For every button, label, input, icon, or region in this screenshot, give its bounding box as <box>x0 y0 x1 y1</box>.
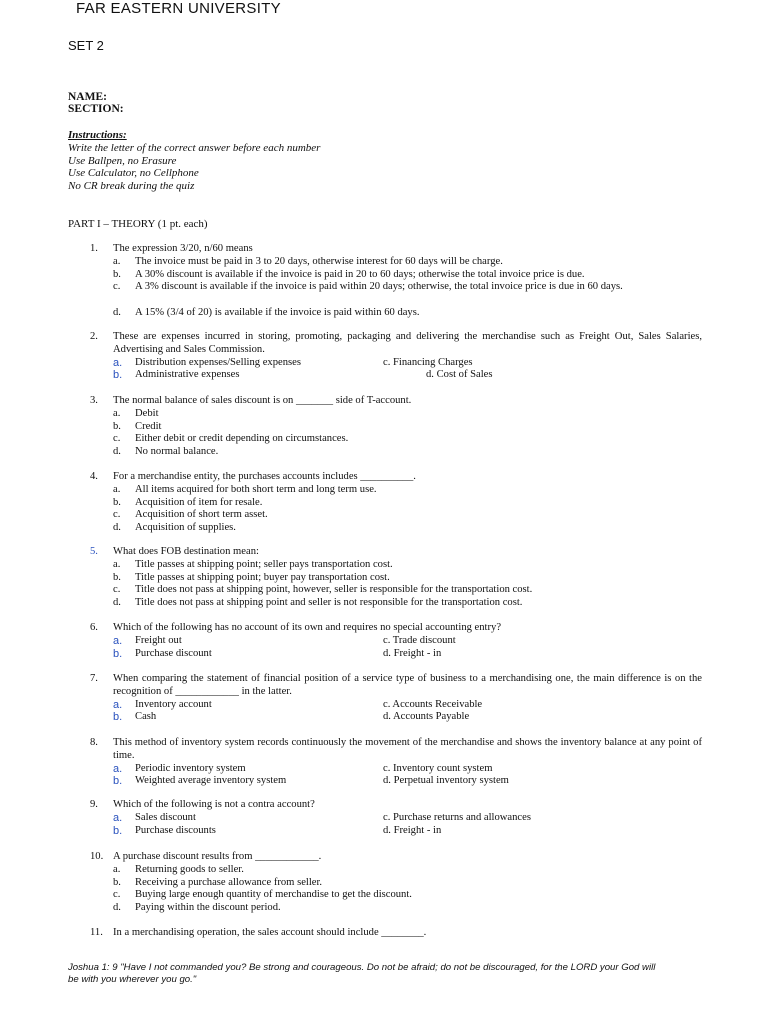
section-label: SECTION: <box>68 103 124 115</box>
choice-text: Administrative expenses <box>135 369 240 381</box>
choice-letter: a. <box>113 634 123 647</box>
question-text: What does FOB destination mean: <box>113 546 259 557</box>
choice-text: No normal balance. <box>135 446 219 458</box>
choice-letter: b. <box>113 369 123 382</box>
question-number: 6. <box>90 622 98 633</box>
question-number: 9. <box>90 799 98 810</box>
instruction-line: No CR break during the quiz <box>68 180 195 192</box>
question-number: 3. <box>90 395 98 406</box>
choice-text: Returning goods to seller. <box>135 863 244 875</box>
question-number: 7. <box>90 673 98 684</box>
choice-letter: a. <box>113 863 121 875</box>
choice-letter: a. <box>113 407 121 419</box>
choice-letter: a. <box>113 698 123 711</box>
choice-text-right: d. Freight - in <box>383 824 442 836</box>
choice-text: Weighted average inventory system <box>135 775 287 787</box>
question-text: The normal balance of sales discount is on _______ side of T-account. <box>113 395 412 406</box>
question-number: 11. <box>90 927 103 938</box>
instruction-line: Use Calculator, no Cellphone <box>68 167 199 179</box>
question-8 <box>90 737 702 763</box>
question-text: For a merchandise entity, the purchases accounts includes __________. <box>113 471 416 482</box>
choice-text: A 3% discount is available if the invoice is paid within 20 days; otherwise, the total invoice price is due in 60 days. <box>135 281 623 293</box>
question-text: When comparing the statement of financial position of a service type of business to a merchandising one, the main difference is on the recognition of ____________ in the latter. <box>113 673 702 697</box>
question-text: In a merchandising operation, the sales account should include ________. <box>113 927 427 938</box>
question-number: 2. <box>90 331 98 342</box>
question-10 <box>90 851 702 864</box>
choice-text: Acquisition of item for resale. <box>135 496 263 508</box>
choice-text: Title does not pass at shipping point, however, seller is responsible for the transportation cost. <box>135 584 533 596</box>
instruction-line: Use Ballpen, no Erasure <box>68 155 177 167</box>
choice-text: Title passes at shipping point; buyer pay transportation cost. <box>135 571 390 583</box>
university-title: FAR EASTERN UNIVERSITY <box>76 0 281 17</box>
choice-text-right: d. Accounts Payable <box>383 711 470 723</box>
question-6 <box>90 622 702 635</box>
question-number: 10. <box>90 851 104 862</box>
choice-text: Cash <box>135 711 157 723</box>
choice-letter: b. <box>113 876 121 888</box>
choice-text-right: d. Perpetual inventory system <box>383 775 509 787</box>
choice-letter: b. <box>113 711 123 724</box>
choice-text: Periodic inventory system <box>135 762 246 774</box>
question-number: 5. <box>90 546 98 557</box>
choice-letter: b. <box>113 647 123 660</box>
choice-letter: a. <box>113 762 123 775</box>
bible-verse-footer: Joshua 1: 9 "Have I not commanded you? Be strong and courageous. Do not be afraid; do not be discouraged, for the LORD your God will be with you wherever you go." <box>68 962 656 985</box>
question-3 <box>90 395 702 408</box>
choice-text: Receiving a purchase allowance from seller. <box>135 876 323 888</box>
choice-text: Freight out <box>135 634 182 646</box>
choice-text: Either debit or credit depending on circumstances. <box>135 433 349 445</box>
choice-text: Paying within the discount period. <box>135 902 281 914</box>
choice-text: All items acquired for both short term and long term use. <box>135 483 377 495</box>
choice-text: A 30% discount is available if the invoice is paid in 20 to 60 days; otherwise the total invoice price is due. <box>135 268 585 280</box>
question-text: The expression 3/20, n/60 means <box>113 243 253 254</box>
choice-letter: c. <box>113 281 121 293</box>
choice-letter: b. <box>113 420 121 432</box>
choice-letter: a. <box>113 255 121 267</box>
question-text: Which of the following is not a contra account? <box>113 799 315 810</box>
question-number: 4. <box>90 471 98 482</box>
instructions-heading: Instructions: <box>68 129 127 141</box>
choice-letter: d. <box>113 446 121 458</box>
choice-letter: b. <box>113 775 123 788</box>
question-text: Which of the following has no account of its own and requires no special accounting entry? <box>113 622 502 633</box>
choice-text-right: c. Accounts Receivable <box>383 698 483 710</box>
question-5 <box>90 546 702 559</box>
question-4 <box>90 471 702 484</box>
choice-letter: b. <box>113 824 123 837</box>
choice-letter: d. <box>113 522 121 534</box>
choice-text: Purchase discounts <box>135 824 216 836</box>
choice-text: A 15% (3/4 of 20) is available if the invoice is paid within 60 days. <box>135 307 420 318</box>
choice-letter: c. <box>113 509 121 521</box>
question-11 <box>90 927 702 940</box>
choice-letter: d. <box>113 902 121 914</box>
part-title: PART I – THEORY (1 pt. each) <box>68 218 208 230</box>
choice-text: Distribution expenses/Selling expenses <box>135 356 301 368</box>
choice-text: Buying large enough quantity of merchandise to get the discount. <box>135 889 412 901</box>
choice-letter: c. <box>113 584 121 596</box>
choice-letter: a. <box>113 356 123 369</box>
set-label: SET 2 <box>68 38 104 53</box>
choice-letter: b. <box>113 268 121 280</box>
choice-text: Title does not pass at shipping point and seller is not responsible for the transportation cost. <box>135 597 523 609</box>
name-label: NAME: <box>68 91 107 103</box>
choice-letter: c. <box>113 433 121 445</box>
choice-letter: a. <box>113 558 121 570</box>
choice-text: Inventory account <box>135 698 212 710</box>
instruction-line: Write the letter of the correct answer before each number <box>68 142 321 154</box>
question-text: These are expenses incurred in storing, promoting, packaging and delivering the merchandise such as Freight Out, Sales Salaries, Advertising and Sales Commission. <box>113 331 702 355</box>
choice-text: Title passes at shipping point; seller pays transportation cost. <box>135 558 393 570</box>
choice-text-right: d. Freight - in <box>383 647 442 659</box>
choice-text-right: c. Inventory count system <box>383 762 493 774</box>
choice-text: The invoice must be paid in 3 to 20 days, otherwise interest for 60 days will be charge. <box>135 255 503 267</box>
question-text: A purchase discount results from ____________. <box>113 851 322 862</box>
choice-text: Sales discount <box>135 811 196 823</box>
choice-text: Credit <box>135 420 162 432</box>
choice-text-right: c. Trade discount <box>383 634 456 646</box>
choice-text: Debit <box>135 407 159 419</box>
choice-text: Acquisition of supplies. <box>135 522 236 534</box>
choice-text-right: c. Purchase returns and allowances <box>383 811 531 823</box>
question-number: 8. <box>90 737 98 748</box>
choice-letter: a. <box>113 811 123 824</box>
question-1 <box>90 243 702 256</box>
choice-text-right: d. Cost of Sales <box>426 369 493 381</box>
choice-letter: c. <box>113 889 121 901</box>
choice-text: Acquisition of short term asset. <box>135 509 268 521</box>
choice-letter: b. <box>113 571 121 583</box>
choice-text: Purchase discount <box>135 647 212 659</box>
question-2 <box>90 331 702 357</box>
question-9 <box>90 799 702 812</box>
question-7 <box>90 673 702 699</box>
choice-letter: a. <box>113 483 121 495</box>
question-text: This method of inventory system records continuously the movement of the merchandise and shows the inventory balance at any point of time. <box>113 737 702 761</box>
choice-letter: b. <box>113 496 121 508</box>
choice-letter: d. <box>113 597 121 609</box>
choice-letter: d. <box>113 307 121 318</box>
choice-text-right: c. Financing Charges <box>383 356 473 368</box>
question-number: 1. <box>90 243 98 254</box>
